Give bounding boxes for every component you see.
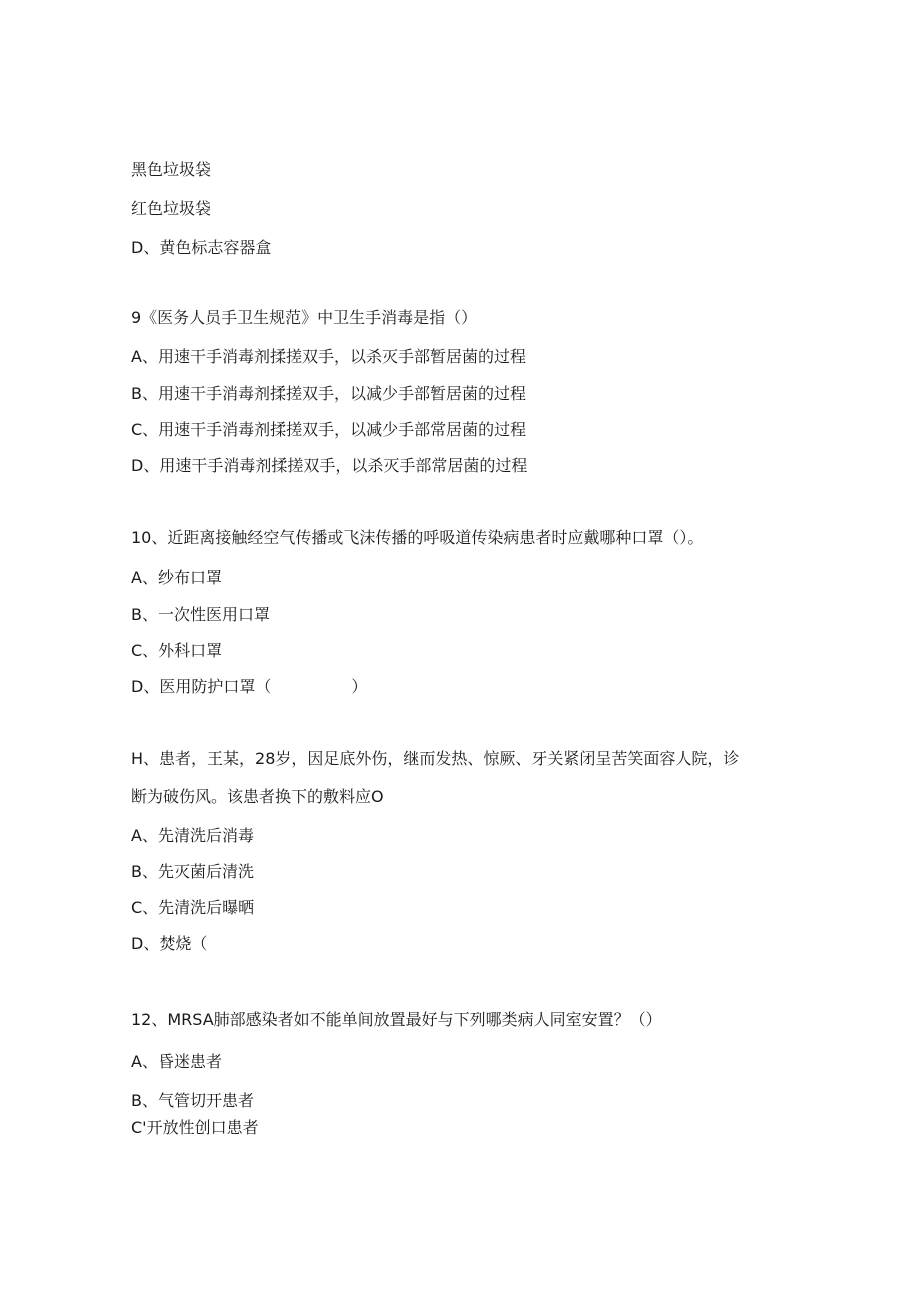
question-11-line-1: H、患者，王某，28岁，因足底外伤，继而发热、惊厥、牙关紧闭呈苦笑面容人院，诊: [131, 749, 740, 768]
q11-option-d: D、焚烧（: [131, 934, 208, 953]
option-yellow-container: D、黄色标志容器盒: [131, 238, 272, 257]
question-9: 9《医务人员手卫生规范》中卫生手消毒是指（）: [131, 308, 478, 327]
q12-option-c: C'开放性创口患者: [131, 1118, 259, 1137]
question-12: 12、MRSA肺部感染者如不能单间放置最好与下列哪类病人同室安置？（）: [131, 1010, 662, 1029]
q11-option-a: A、先清洗后消毒: [131, 826, 254, 845]
q10-option-d: D、医用防护口罩（ ）: [131, 677, 368, 696]
q9-option-d: D、用速干手消毒剂揉搓双手，以杀灭手部常居菌的过程: [131, 456, 528, 475]
q10-option-c: C、外科口罩: [131, 641, 223, 660]
option-red-bag: 红色垃圾袋: [131, 199, 212, 218]
q9-option-c: C、用速干手消毒剂揉搓双手，以减少手部常居菌的过程: [131, 420, 527, 439]
q10-option-b: B、一次性医用口罩: [131, 605, 270, 624]
option-black-bag: 黑色垃圾袋: [131, 160, 212, 179]
q11-option-b: B、先灭菌后清洗: [131, 862, 254, 881]
q9-option-a: A、用速干手消毒剂揉搓双手，以杀灭手部暂居菌的过程: [131, 347, 526, 366]
q11-option-c: C、先清洗后曝晒: [131, 898, 255, 917]
q10-option-a: A、纱布口罩: [131, 568, 222, 587]
question-10: 10、近距离接触经空气传播或飞沫传播的呼吸道传染病患者时应戴哪种口罩（）。: [131, 528, 704, 547]
q12-option-b: B、气管切开患者: [131, 1091, 254, 1110]
q9-option-b: B、用速干手消毒剂揉搓双手，以减少手部暂居菌的过程: [131, 384, 526, 403]
question-11-line-2: 断为破伤风。该患者换下的敷料应O: [131, 787, 384, 806]
q12-option-a: A、昏迷患者: [131, 1052, 222, 1071]
